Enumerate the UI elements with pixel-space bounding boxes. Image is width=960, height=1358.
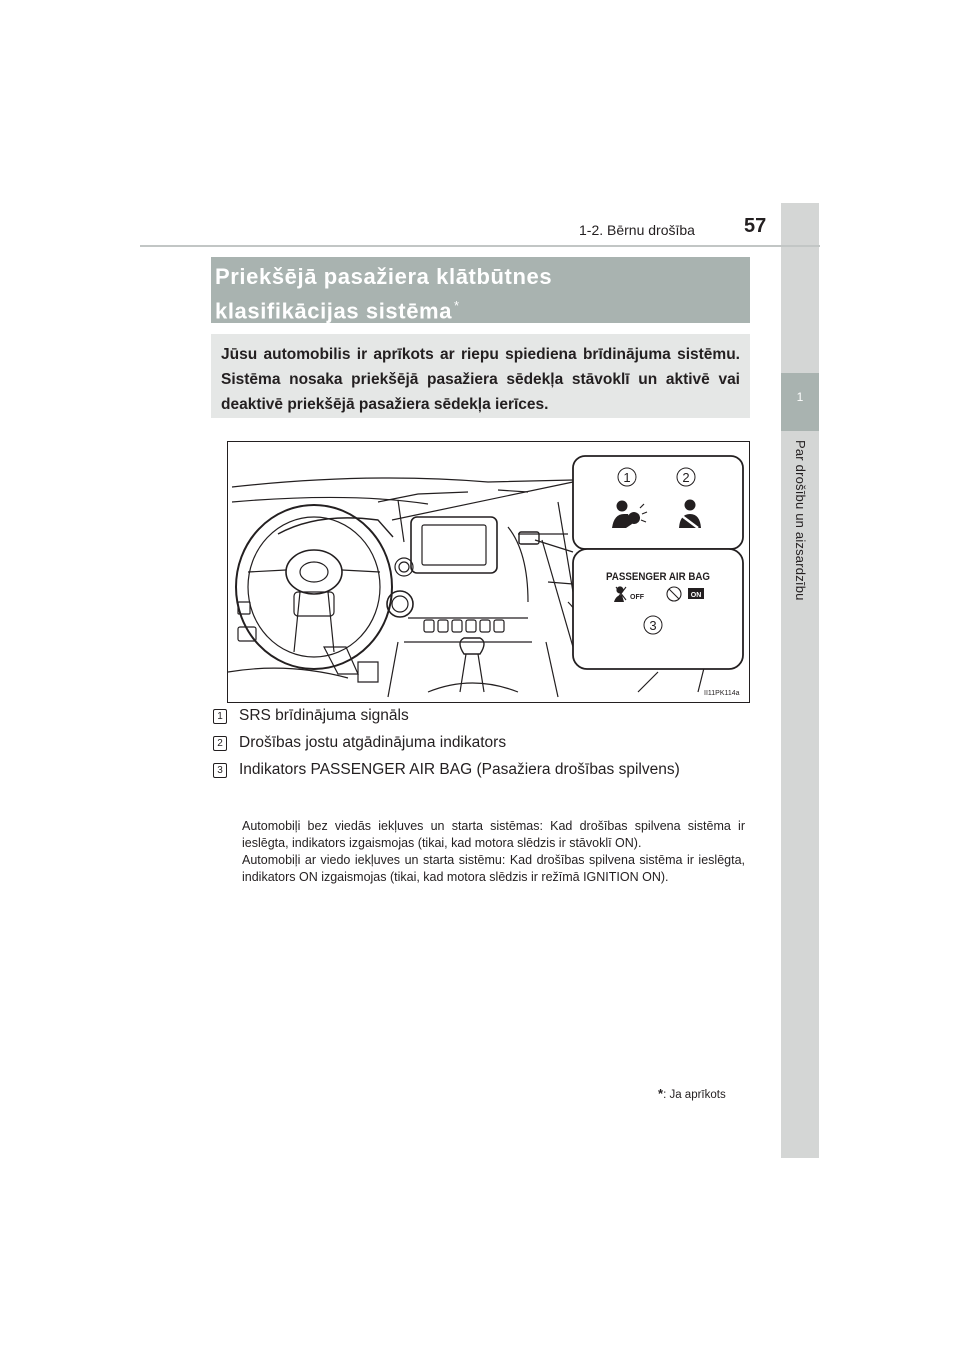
console-buttons-icon <box>424 620 504 632</box>
page-number: 57 <box>744 215 767 237</box>
item-text: Drošības jostu atgādinājuma indikators <box>239 734 507 751</box>
off-label: OFF <box>630 594 644 601</box>
title-line-1: Priekšējā pasažiera klātbūtnes <box>215 264 553 289</box>
footnote <box>658 1086 726 1101</box>
item-number: 1 <box>213 709 227 724</box>
passenger-airbag-inset-panel <box>573 549 743 669</box>
item-number: 3 <box>213 763 227 778</box>
header-divider <box>140 245 820 247</box>
on-label: ON <box>690 592 702 599</box>
list-item-2 <box>213 734 506 752</box>
title-line-2: klasifikācijas sistēma <box>215 298 453 324</box>
intro-text: Jūsu automobilis ir aprīkots ar riepu spiediena brīdinājuma sistēmu. Sistēma nosaka priekšējā pasažiera sēdekļa stāvoklī un aktivē vai deaktivē priekšējā pasažiera sēdekļa ierīces. <box>211 334 750 418</box>
list-item-1 <box>213 707 409 725</box>
section-title: 1-2. Bērnu drošība <box>579 222 695 238</box>
page-title <box>211 257 750 323</box>
center-display-icon <box>411 517 497 573</box>
list-item-3 <box>213 761 680 779</box>
callout-1: 1 <box>623 470 631 485</box>
footnote-star: * <box>658 1086 664 1101</box>
gear-lever-icon <box>428 638 518 692</box>
indicator-inset-panel <box>573 456 743 549</box>
side-tab <box>781 203 819 1158</box>
item-number: 2 <box>213 736 227 751</box>
optional-marker: * <box>454 298 460 313</box>
steering-wheel-icon <box>236 505 392 669</box>
footnote-text: : Ja aprīkots <box>663 1089 726 1101</box>
callout-3: 3 <box>649 618 657 633</box>
figure-code: II11PK114a <box>704 690 740 697</box>
item-text: SRS brīdinājuma signāls <box>239 707 409 724</box>
item-text: Indikators PASSENGER AIR BAG (Pasažiera drošības spilvens) <box>239 761 680 778</box>
callout-2: 2 <box>682 470 690 485</box>
chapter-title: Par drošību un aizsardzību <box>793 440 808 601</box>
note-paragraph-2: Automobiļi ar viedo iekļuves un starta sistēmu: Kad drošības spilvena sistēma ir ieslēgta, indikators ON izgaismojas (tikai, kad motora slēdzis ir režīmā IGNITION ON). <box>242 853 745 884</box>
chapter-number: 1 <box>796 390 804 404</box>
dashboard-illustration <box>227 441 750 703</box>
note-paragraph-1: Automobiļi bez viedās iekļuves un starta sistēmas: Kad drošības spilvena sistēma ir ieslēgta, indikators izgaismojas (tikai, kad motora slēdzis ir stāvoklī ON). <box>242 819 745 850</box>
note-text <box>242 818 745 886</box>
passenger-airbag-label: PASSENGER AIR BAG <box>606 571 710 583</box>
